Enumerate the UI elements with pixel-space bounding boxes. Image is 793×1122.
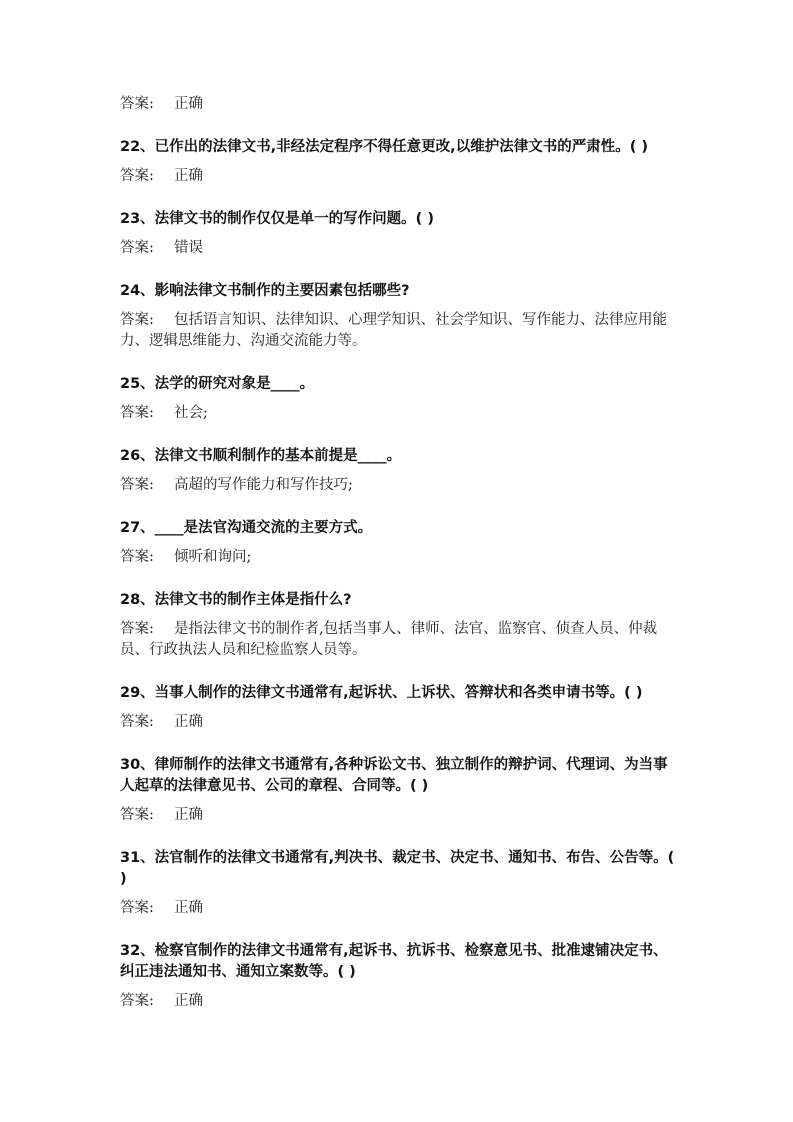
qa-item-23	[120, 209, 680, 259]
answer	[120, 898, 680, 919]
answer-text: 高超的写作能力和写作技巧;	[174, 477, 353, 493]
question: 22、已作出的法律文书,非经法定程序不得任意更改,以维护法律文书的严肃性。( )	[120, 139, 648, 155]
answer-label: 答案:	[120, 993, 154, 1009]
answer-label: 答案:	[120, 240, 154, 256]
answer-label: 答案:	[120, 477, 154, 493]
answer	[120, 619, 680, 661]
question: 29、当事人制作的法律文书通常有,起诉状、上诉状、答辩状和各类申请书等。( )	[120, 685, 643, 701]
answer-label: 答案:	[120, 621, 154, 637]
answer-text: 社会;	[174, 405, 208, 421]
answer	[120, 547, 680, 568]
question: 26、法律文书顺利制作的基本前提是____。	[120, 448, 402, 464]
question: 23、法律文书的制作仅仅是单一的写作问题。( )	[120, 211, 434, 227]
qa-item-25	[120, 374, 680, 424]
answer-text: 正确	[174, 168, 203, 184]
answer-text: 是指法律文书的制作者,包括当事人、律师、法官、监察官、侦查人员、仲裁员、行政执法人员和纪检监察人员等。	[120, 621, 658, 658]
answer-text: 正确	[174, 807, 203, 823]
answer	[120, 805, 680, 826]
answer	[120, 94, 680, 115]
answer-label: 答案:	[120, 96, 154, 112]
question: 32、检察官制作的法律文书通常有,起诉书、抗诉书、检察意见书、批准逮铺决定书、纠正违法通知书、通知立案数等。( )	[120, 943, 668, 980]
qa-item-29	[120, 683, 680, 733]
qa-item-22	[120, 137, 680, 187]
answer-text: 正确	[174, 714, 203, 730]
answer-label: 答案:	[120, 549, 154, 565]
qa-item-31	[120, 848, 680, 919]
qa-item-28	[120, 590, 680, 661]
answer	[120, 166, 680, 187]
qa-item-21	[120, 94, 680, 115]
answer-label: 答案:	[120, 714, 154, 730]
answer-text: 正确	[174, 900, 203, 916]
answer-text: 包括语言知识、法律知识、心理学知识、社会学知识、写作能力、法律应用能力、逻辑思维能力、沟通交流能力等。	[120, 312, 667, 349]
answer-text: 正确	[174, 96, 203, 112]
answer	[120, 712, 680, 733]
answer	[120, 403, 680, 424]
answer-label: 答案:	[120, 312, 154, 328]
document-page	[120, 94, 680, 1034]
question: 25、法学的研究对象是____。	[120, 376, 315, 392]
qa-item-26	[120, 446, 680, 496]
qa-item-24	[120, 281, 680, 352]
answer-label: 答案:	[120, 807, 154, 823]
question: 30、律师制作的法律文书通常有,各种诉讼文书、独立制作的辩护词、代理词、为当事人起草的法律意见书、公司的章程、合同等。( )	[120, 757, 668, 794]
question: 28、法律文书的制作主体是指什么?	[120, 592, 352, 608]
question: 27、____是法官沟通交流的主要方式。	[120, 520, 373, 536]
answer-text: 倾听和询问;	[174, 549, 252, 565]
qa-item-30	[120, 755, 680, 826]
answer	[120, 310, 680, 352]
answer-text: 正确	[174, 993, 203, 1009]
answer	[120, 238, 680, 259]
qa-item-27	[120, 518, 680, 568]
answer-label: 答案:	[120, 168, 154, 184]
question: 24、影响法律文书制作的主要因素包括哪些?	[120, 283, 410, 299]
answer	[120, 475, 680, 496]
answer-label: 答案:	[120, 405, 154, 421]
answer-label: 答案:	[120, 900, 154, 916]
qa-item-32	[120, 941, 680, 1012]
answer-text: 错误	[174, 240, 203, 256]
answer	[120, 991, 680, 1012]
question: 31、法官制作的法律文书通常有,判决书、裁定书、决定书、通知书、布告、公告等。( )	[120, 850, 675, 887]
